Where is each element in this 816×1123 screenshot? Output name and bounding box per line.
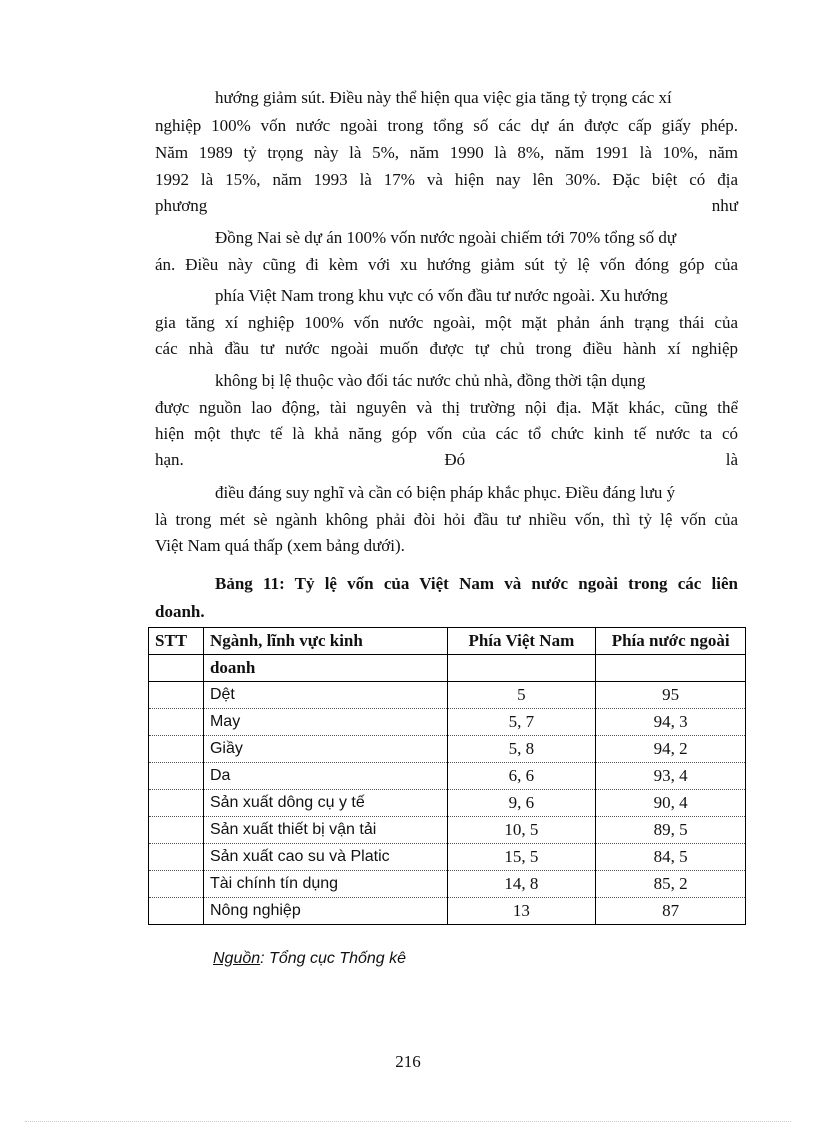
table-header-row-continued (149, 655, 746, 682)
table-row (149, 844, 746, 871)
paragraph-5-line-2: là trong mét sè ngành không phải đòi hỏi đầu tư nhiều vốn, thì tỷ lệ vốn của (155, 510, 738, 529)
paragraph-5-line-1: điều đáng suy nghĩ và cần có biện pháp khắc phục. Điều đáng lưu ý (215, 483, 676, 502)
row-vietnam-value: 5 (447, 682, 596, 709)
row-sector: Giầy (203, 736, 447, 763)
row-sector: Dệt (203, 682, 447, 709)
header-vietnam-empty (447, 655, 596, 682)
header-foreign-empty (596, 655, 746, 682)
table-row (149, 736, 746, 763)
header-sector: Ngành, lĩnh vực kinh (203, 628, 447, 655)
header-vietnam-side: Phía Việt Nam (447, 628, 596, 655)
row-stt (149, 790, 204, 817)
row-stt (149, 709, 204, 736)
paragraph-2-line-1: Đồng Nai sè dự án 100% vốn nước ngoài chiếm tới 70% tổng số dự (215, 228, 677, 247)
paragraph-1-line-2: nghiệp 100% vốn nước ngoài trong tổng số các dự án được cấp giấy phép. (155, 116, 738, 135)
paragraph-1-line-4: 1992 là 15%, năm 1993 là 17% và hiện nay lên 30%. Đặc biệt có địa (155, 170, 738, 189)
row-sector: Nông nghiệp (203, 898, 447, 925)
row-sector: Sản xuất dông cụ y tế (203, 790, 447, 817)
table-header-row (149, 628, 746, 655)
row-vietnam-value: 6, 6 (447, 763, 596, 790)
row-foreign-value: 93, 4 (596, 763, 746, 790)
row-sector: Da (203, 763, 447, 790)
row-stt (149, 817, 204, 844)
header-stt-empty (149, 655, 204, 682)
row-foreign-value: 84, 5 (596, 844, 746, 871)
row-vietnam-value: 13 (447, 898, 596, 925)
row-stt (149, 844, 204, 871)
row-foreign-value: 95 (596, 682, 746, 709)
paragraph-4-line-3: hiện một thực tế là khả năng góp vốn của các tổ chức kinh tế nước ta có (155, 424, 738, 443)
row-vietnam-value: 10, 5 (447, 817, 596, 844)
row-foreign-value: 85, 2 (596, 871, 746, 898)
row-stt (149, 682, 204, 709)
row-sector: Sản xuất cao su và Platic (203, 844, 447, 871)
row-foreign-value: 94, 3 (596, 709, 746, 736)
row-vietnam-value: 9, 6 (447, 790, 596, 817)
paragraph-1-line-3: Năm 1989 tỷ trọng này là 5%, năm 1990 là 8%, năm 1991 là 10%, năm (155, 143, 738, 162)
row-stt (149, 898, 204, 925)
paragraph-3-line-3: các nhà đầu tư nước ngoài muốn được tự chủ trong điều hành xí nghiệp (155, 339, 738, 358)
page-number: 216 (395, 1052, 421, 1071)
paragraph-4-line-4: hạn. Đó là (155, 450, 738, 469)
paragraph-4-line-2: được nguồn lao động, tài nguyên và thị trường nội địa. Mặt khác, cũng thể (155, 398, 738, 417)
header-sector-continued: doanh (203, 655, 447, 682)
row-stt (149, 763, 204, 790)
row-vietnam-value: 5, 8 (447, 736, 596, 763)
table-row (149, 709, 746, 736)
paragraph-3-line-2: gia tăng xí nghiệp 100% vốn nước ngoài, một mặt phản ánh trạng thái của (155, 313, 738, 332)
source-label: Nguồn (213, 950, 261, 967)
paragraph-1-line-1: hướng giảm sút. Điều này thể hiện qua việc gia tăng tỷ trọng các xí (215, 88, 672, 107)
paragraph-1-line-5: phương như (155, 196, 738, 215)
page-bottom-rule (25, 1121, 791, 1122)
row-sector: Sản xuất thiết bị vận tải (203, 817, 447, 844)
table-row (149, 790, 746, 817)
paragraph-2-line-2: án. Điều này cũng đi kèm với xu hướng giảm sút tỷ lệ vốn đóng góp của (155, 255, 738, 274)
table-row (149, 682, 746, 709)
table-row (149, 898, 746, 925)
paragraph-5-line-3: Việt Nam quá thấp (xem bảng dưới). (155, 536, 405, 555)
row-foreign-value: 94, 2 (596, 736, 746, 763)
row-sector: Tài chính tín dụng (203, 871, 447, 898)
header-foreign-side: Phía nước ngoài (596, 628, 746, 655)
row-sector: May (203, 709, 447, 736)
row-foreign-value: 87 (596, 898, 746, 925)
table-row (149, 871, 746, 898)
row-vietnam-value: 15, 5 (447, 844, 596, 871)
table-row (149, 817, 746, 844)
table-caption-line-2: doanh. (155, 602, 205, 621)
header-stt: STT (149, 628, 204, 655)
row-foreign-value: 89, 5 (596, 817, 746, 844)
table-source (213, 950, 406, 968)
row-foreign-value: 90, 4 (596, 790, 746, 817)
table-caption-line-1: Bảng 11: Tỷ lệ vốn của Việt Nam và nước ngoài trong các liên (215, 574, 738, 593)
source-text: : Tổng cục Thống kê (260, 950, 407, 967)
capital-ratio-table (148, 627, 746, 925)
table-row (149, 763, 746, 790)
row-stt (149, 736, 204, 763)
row-vietnam-value: 5, 7 (447, 709, 596, 736)
paragraph-4-line-1: không bị lệ thuộc vào đối tác nước chủ nhà, đồng thời tận dụng (215, 371, 646, 390)
paragraph-3-line-1: phía Việt Nam trong khu vực có vốn đầu tư nước ngoài. Xu hướng (215, 286, 668, 305)
row-stt (149, 871, 204, 898)
row-vietnam-value: 14, 8 (447, 871, 596, 898)
